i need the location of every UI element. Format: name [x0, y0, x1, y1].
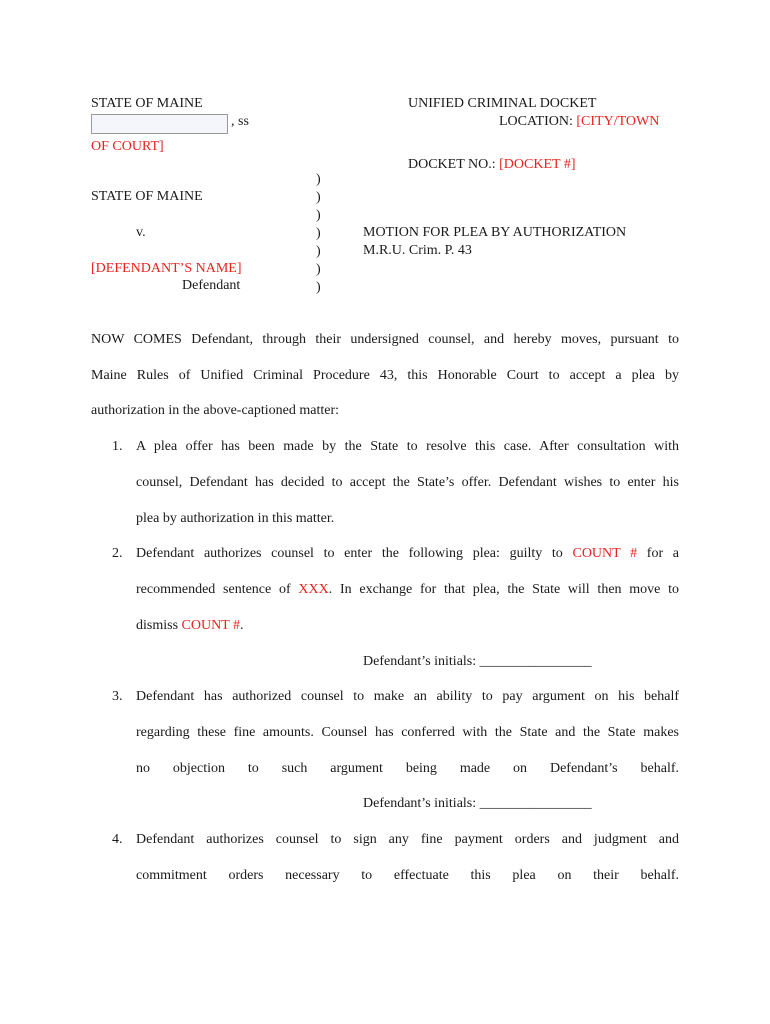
item-number: 3.: [112, 689, 123, 704]
item-number: 4.: [112, 832, 123, 847]
docket-number-value: [DOCKET #]: [499, 157, 576, 172]
item-line: plea by authorization in this matter.: [136, 511, 335, 526]
caption-paren: ): [316, 208, 321, 223]
county-input[interactable]: [91, 114, 228, 134]
location-value: [CITY/TOWN: [576, 114, 660, 129]
item-text: . In exchange for that plea, the State will then move to: [328, 582, 679, 597]
item-text: .: [239, 618, 244, 633]
item-line: [136, 581, 679, 598]
item-line: regarding these fine amounts. Counsel has conferred with the State and the State makes: [136, 725, 679, 740]
intro-line: authorization in the above-captioned matter:: [91, 403, 340, 418]
count-placeholder: COUNT #: [572, 546, 638, 561]
docket-type: UNIFIED CRIMINAL DOCKET: [408, 96, 597, 111]
motion-title: MOTION FOR PLEA BY AUTHORIZATION: [363, 225, 627, 240]
item-text: recommended sentence of: [136, 582, 299, 597]
location-line: [499, 113, 659, 130]
caption-paren: ): [316, 262, 321, 277]
docket-number-line: [408, 156, 575, 173]
intro-line: NOW COMES Defendant, through their undersigned counsel, and hereby moves, pursuant to: [91, 332, 679, 347]
versus: v.: [136, 225, 146, 240]
sentence-placeholder: XXX: [298, 582, 329, 597]
docket-number-label: DOCKET NO.:: [408, 157, 500, 172]
item-line: commitment orders necessary to effectuate this plea on their behalf.: [136, 868, 679, 883]
item-line: counsel, Defendant has decided to accept the State’s offer. Defendant wishes to enter his: [136, 475, 679, 490]
caption-paren: ): [316, 172, 321, 187]
county-suffix: , ss: [231, 114, 249, 129]
caption-paren: ): [316, 190, 321, 205]
defendant-initials-line[interactable]: Defendant’s initials: ________________: [363, 796, 592, 811]
state-header: STATE OF MAINE: [91, 96, 203, 111]
defendant-name: [DEFENDANT’S NAME]: [91, 261, 242, 276]
item-number: 1.: [112, 439, 123, 454]
count-placeholder: COUNT #: [181, 618, 240, 633]
caption-paren: ): [316, 280, 321, 295]
item-line: A plea offer has been made by the State to resolve this case. After consultation with: [136, 439, 679, 454]
item-text: Defendant authorizes counsel to enter the following plea: guilty to: [136, 546, 573, 561]
plaintiff-name: STATE OF MAINE: [91, 189, 203, 204]
defendant-label: Defendant: [182, 278, 241, 293]
rule-citation: M.R.U. Crim. P. 43: [363, 243, 472, 258]
item-text: for a: [637, 546, 679, 561]
item-line: no objection to such argument being made on Defendant’s behalf.: [136, 761, 679, 776]
caption-paren: ): [316, 226, 321, 241]
intro-line: Maine Rules of Unified Criminal Procedure 43, this Honorable Court to accept a plea by: [91, 368, 679, 383]
location-label: LOCATION:: [499, 114, 577, 129]
item-text: dismiss: [136, 618, 182, 633]
item-line: [136, 545, 679, 562]
item-line: Defendant authorizes counsel to sign any fine payment orders and judgment and: [136, 832, 679, 847]
item-number: 2.: [112, 546, 123, 561]
item-line: [136, 617, 679, 634]
court-location-continued: OF COURT]: [91, 139, 164, 154]
caption-paren: ): [316, 244, 321, 259]
item-line: Defendant has authorized counsel to make an ability to pay argument on his behalf: [136, 689, 679, 704]
defendant-initials-line[interactable]: Defendant’s initials: ________________: [363, 654, 592, 669]
